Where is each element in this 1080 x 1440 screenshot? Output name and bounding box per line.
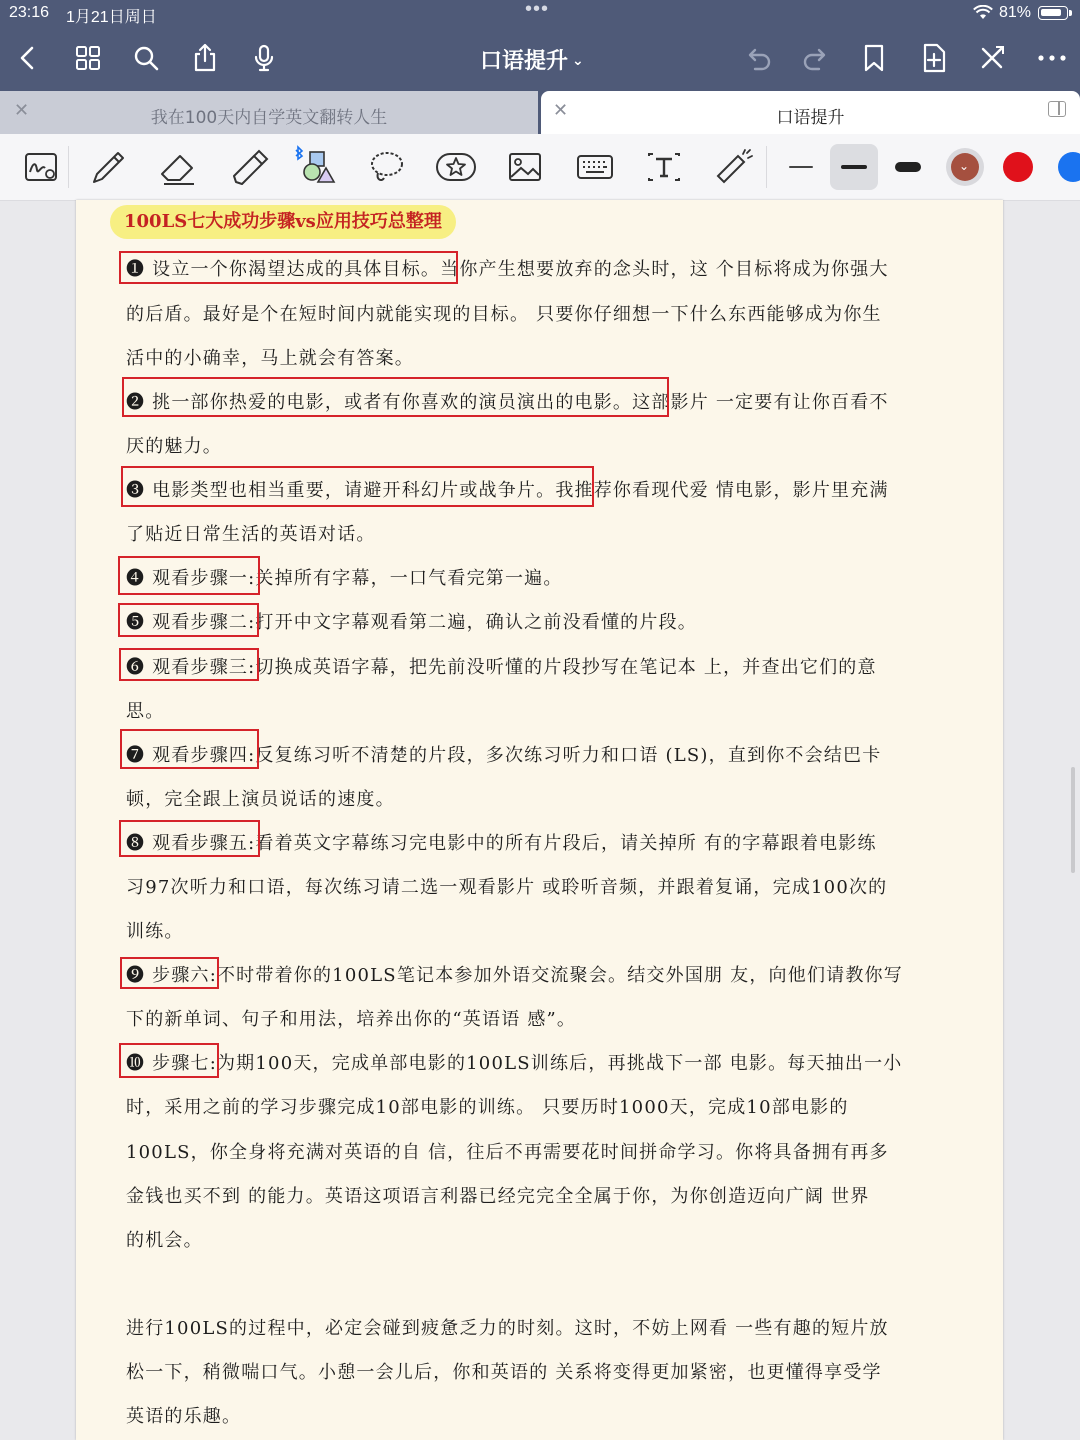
text-box-icon[interactable] xyxy=(641,144,687,190)
lasso-icon[interactable] xyxy=(364,144,410,190)
toolbar-divider xyxy=(766,146,767,188)
status-date: 1月21日周日 xyxy=(66,9,157,26)
tab-label: 我在100天内自学英文翻转人生 xyxy=(150,108,388,128)
annotation-box[interactable] xyxy=(119,1043,219,1078)
status-time: 23:16 xyxy=(9,4,50,21)
microphone-icon[interactable] xyxy=(248,42,280,74)
undo-icon[interactable] xyxy=(742,42,774,74)
status-bar xyxy=(0,0,1080,26)
toolbar-divider xyxy=(68,146,69,188)
shapes-icon[interactable] xyxy=(292,144,338,190)
redo-icon[interactable] xyxy=(800,42,832,74)
text-line: 进行100LS的过程中，必定会碰到疲惫乏力的时刻。这时，不妨上网看 一些有趣的短片放 xyxy=(126,1318,889,1339)
close-tab-icon[interactable]: ✕ xyxy=(14,100,30,121)
text-line: ❿ 步骤七:为期100天，完成单部电影的100LS训练后，再挑战下一部 电影。每天抽出一小 xyxy=(126,1053,903,1074)
text-line: 金钱也买不到 的能力。英语这项语言利器已经完完全全属于你，为你创造迈向广阔 世界 xyxy=(126,1186,870,1207)
text-line: ❼ 观看步骤四:反复练习听不清楚的片段，多次练习听力和口语 (LS)，直到你不会结巴卡 xyxy=(126,745,882,766)
color-swatch-red[interactable] xyxy=(1003,152,1033,182)
split-view-icon[interactable] xyxy=(1048,101,1066,117)
document-tabs xyxy=(0,91,1080,134)
eraser-icon[interactable] xyxy=(156,144,202,190)
stroke-medium-selected[interactable] xyxy=(830,144,878,190)
wifi-icon xyxy=(973,5,993,25)
close-toolbar-icon[interactable] xyxy=(976,42,1008,74)
add-page-icon[interactable] xyxy=(918,42,950,74)
drawing-toolbar xyxy=(0,134,1080,201)
color-swatch-blue[interactable] xyxy=(1058,152,1080,182)
more-options-icon[interactable] xyxy=(1036,42,1068,74)
annotation-box[interactable] xyxy=(121,466,594,507)
document-title: 口语提升 xyxy=(480,49,569,74)
grid-view-icon[interactable] xyxy=(72,42,104,74)
text-line: 的机会。 xyxy=(126,1230,203,1251)
text-line: 训练。 xyxy=(126,921,184,942)
annotation-box[interactable] xyxy=(118,556,260,595)
text-line: 松一下，稍微喘口气。小憩一会儿后，你和英语的 关系将变得更加紧密，也更懂得享受学 xyxy=(126,1362,882,1383)
text-line: 下的新单词、句子和用法，培养出你的“英语语 感”。 xyxy=(126,1009,577,1030)
tab-inactive[interactable] xyxy=(0,91,538,134)
annotation-box[interactable] xyxy=(119,251,458,284)
text-line: 100LS，你全身将充满对英语的自 信，往后不再需要花时间拼命学习。你将具备拥有再多 xyxy=(126,1142,889,1163)
text-line: ❹ 观看步骤一:关掉所有字幕，一口气看完第一遍。 xyxy=(126,568,563,589)
tab-active[interactable] xyxy=(541,91,1080,134)
pen-icon[interactable] xyxy=(86,144,132,190)
text-line: 思。 xyxy=(126,701,165,722)
page-heading: 100LS七大成功步骤vs应用技巧总整理 xyxy=(110,205,456,239)
document-title-menu[interactable] xyxy=(480,44,584,75)
sticker-icon[interactable] xyxy=(433,144,479,190)
text-line: ❾ 步骤六:不时带着你的100LS笔记本参加外语交流聚会。结交外国朋 友，向他们请教你写 xyxy=(126,965,903,986)
text-line: 习97次听力和口语，每次练习请二选一观看影片 或聆听音频，并跟着复诵，完成100次的 xyxy=(126,877,888,898)
battery-percent: 81% xyxy=(999,4,1032,21)
text-line: 厌的魅力。 xyxy=(126,436,222,457)
annotation-box[interactable] xyxy=(118,603,259,637)
text-line: ❺ 观看步骤二:打开中文字幕观看第二遍，确认之前没看懂的片段。 xyxy=(126,612,697,633)
text-line: 时，采用之前的学习步骤完成10部电影的训练。 只要历时1000天，完成10部电影的 xyxy=(126,1097,849,1118)
annotation-box[interactable] xyxy=(120,729,259,769)
back-icon[interactable] xyxy=(12,42,44,74)
annotation-box[interactable] xyxy=(120,957,219,989)
text-line: 活中的小确幸，马上就会有答案。 xyxy=(126,348,414,369)
annotation-box[interactable] xyxy=(119,820,260,857)
color-swatch-selected-ring[interactable] xyxy=(946,148,984,186)
text-line: ❶ 设立一个你渴望达成的具体目标。当你产生想要放弃的念头时，这 个目标将成为你强大 xyxy=(126,259,889,280)
text-line: 顿，完全跟上演员说话的速度。 xyxy=(126,789,395,810)
chevron-down-icon: ⌄ xyxy=(572,53,584,69)
text-line: ❸ 电影类型也相当重要，请避开科幻片或战争片。我推荐你看现代爱 情电影，影片里充满 xyxy=(126,480,889,501)
top-bar xyxy=(0,0,1080,91)
close-tab-icon[interactable]: ✕ xyxy=(553,100,569,121)
share-icon[interactable] xyxy=(189,42,221,74)
annotation-box[interactable] xyxy=(119,648,259,681)
search-icon[interactable] xyxy=(130,42,162,74)
text-line: ❽ 观看步骤五:看着英文字幕练习完电影中的所有片段后，请关掉所 有的字幕跟着电影练 xyxy=(126,833,877,854)
laser-pointer-icon[interactable] xyxy=(710,144,756,190)
multitasking-dots[interactable]: ••• xyxy=(525,0,550,20)
text-line: 了贴近日常生活的英语对话。 xyxy=(126,524,376,545)
stroke-thick-icon[interactable] xyxy=(885,144,931,190)
annotation-box[interactable] xyxy=(122,377,669,417)
battery-icon xyxy=(1038,6,1068,20)
keyboard-icon[interactable] xyxy=(572,144,618,190)
stroke-thin-icon[interactable] xyxy=(778,144,824,190)
text-line: 的后盾。最好是个在短时间内就能实现的目标。 只要你仔细想一下什么东西能够成为你生 xyxy=(126,304,882,325)
handwriting-recognition-icon[interactable] xyxy=(18,144,64,190)
text-line: 英语的乐趣。 xyxy=(126,1406,242,1427)
text-line: ❻ 观看步骤三:切换成英语字幕，把先前没听懂的片段抄写在笔记本 上，并查出它们的意 xyxy=(126,657,877,678)
bookmark-icon[interactable] xyxy=(858,42,890,74)
tab-label: 口语提升 xyxy=(776,108,845,128)
chevron-down-icon: ⌄ xyxy=(959,159,970,173)
highlighter-icon[interactable] xyxy=(226,144,272,190)
text-line: ❷ 挑一部你热爱的电影，或者有你喜欢的演员演出的电影。这部影片 一定要有让你百看不 xyxy=(126,392,889,413)
scroll-indicator[interactable] xyxy=(1071,767,1075,873)
image-icon[interactable] xyxy=(502,144,548,190)
